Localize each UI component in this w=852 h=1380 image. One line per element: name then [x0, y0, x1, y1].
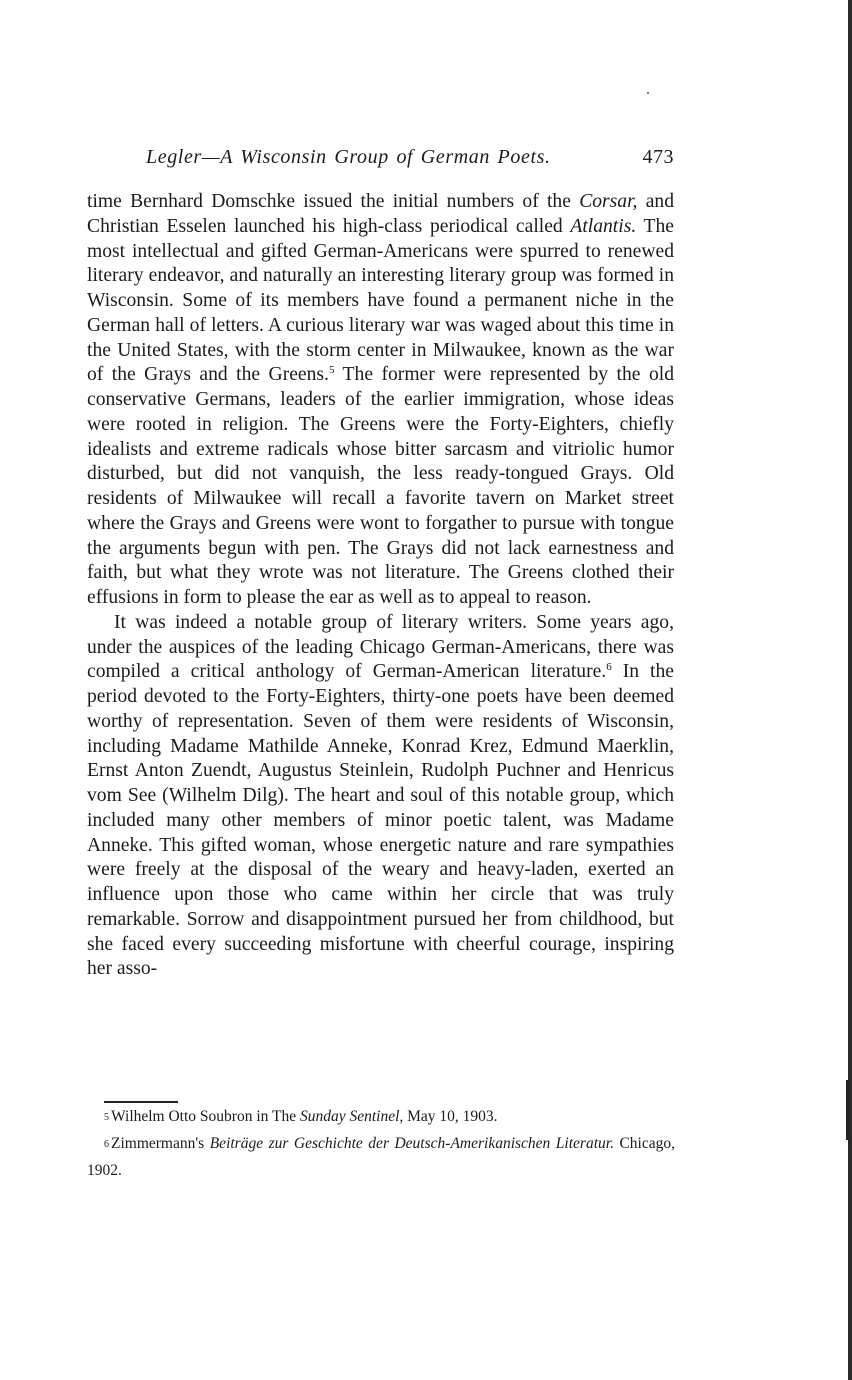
text-run: and Christian Esselen launched his high-class periodical called	[87, 191, 674, 237]
running-head: Legler—A Wisconsin Group of German Poets.	[146, 146, 551, 168]
periodical-title: Atlantis.	[570, 215, 637, 237]
page-header	[146, 146, 676, 174]
footnote-text: Chicago, 1902.	[87, 1135, 675, 1179]
footnote-ref-6: 6	[606, 661, 612, 674]
footnote-mark: 5	[104, 1112, 109, 1123]
footnote-title: Beiträge zur Geschichte der Deutsch-Amerikanischen Literatur.	[209, 1135, 614, 1152]
text-run: In the period devoted to the Forty-Eighters, thirty-one poets have been deemed worthy of representation. Seven of them were residents of Wisconsin, including Madame Mathilde Anneke, Konrad Krez, Edmund Maerklin, Ernst Anton Zuendt, Augustus Steinlein, Rudolph Puchner and Henricus vom See (Wilhelm Dilg). The heart and soul of this notable group, which included many other members of minor poetic talent, was Madame Anneke. This gifted woman, whose energetic nature and rare sympathies were freely at the disposal of the weary and heavy-laden, exerted an influence upon those who came within her circle that was truly remarkable. Sorrow and disappointment pursued her from childhood, but she faced every succeeding misfortune with cheerful courage, inspiring her asso-	[87, 661, 674, 980]
footnote-rule	[104, 1101, 178, 1103]
paragraph-continued	[87, 190, 674, 611]
text-run: It was indeed a notable group of literary writers. Some years ago, under the auspices of the leading Chicago German-Americans, there was compiled a critical anthology of German-American literature.	[87, 611, 674, 683]
page-number: 473	[642, 146, 674, 168]
page-edge-mark	[846, 1080, 849, 1140]
body-text	[87, 190, 674, 982]
footnote-5	[87, 1104, 675, 1131]
text-run: The most intellectual and gifted German-Americans were spurred to renewed literary endeavor, and naturally an interesting literary group was formed in Wisconsin. Some of its members have found a permanent niche in the German hall of letters. A curious literary war was waged about this time in the United States, with the storm center in Milwaukee, known as the war of the Grays and the Greens.	[87, 215, 674, 386]
footnote-ref-5: 5	[328, 364, 335, 377]
footnote-text: Zimmermann's	[111, 1135, 210, 1152]
periodical-title: Corsar,	[579, 191, 638, 212]
footnote-text: May 10, 1903.	[403, 1108, 498, 1125]
footnote-title: Sunday Sentinel,	[299, 1108, 404, 1125]
text-run: The former were represented by the old conservative Germans, leaders of the earlier immigration, whose ideas were rooted in religion. The Greens were the Forty-Eighters, chiefly idealists and extreme radicals whose bitter sarcasm and vitriolic humor disturbed, but did not vanquish, the less ready-tongued Grays. Old residents of Milwaukee will recall a favorite tavern on Market street where the Grays and Greens were wont to forgather to pursue with tongue the arguments begun with pen. The Grays did not lack earnestness and faith, but what they wrote was not literature. The Greens clothed their effusions in form to please the ear as well as to appeal to reason.	[87, 364, 674, 608]
footnotes	[87, 1104, 675, 1184]
footnote-text: Wilhelm Otto Soubron in The	[111, 1108, 300, 1125]
paragraph	[87, 611, 674, 982]
page-edge-shadow	[848, 0, 852, 1380]
text-run: time Bernhard Domschke issued the initial numbers of the	[87, 191, 580, 212]
scan-speck	[647, 92, 649, 94]
footnote-mark: 6	[104, 1139, 109, 1150]
footnote-6	[87, 1131, 675, 1184]
